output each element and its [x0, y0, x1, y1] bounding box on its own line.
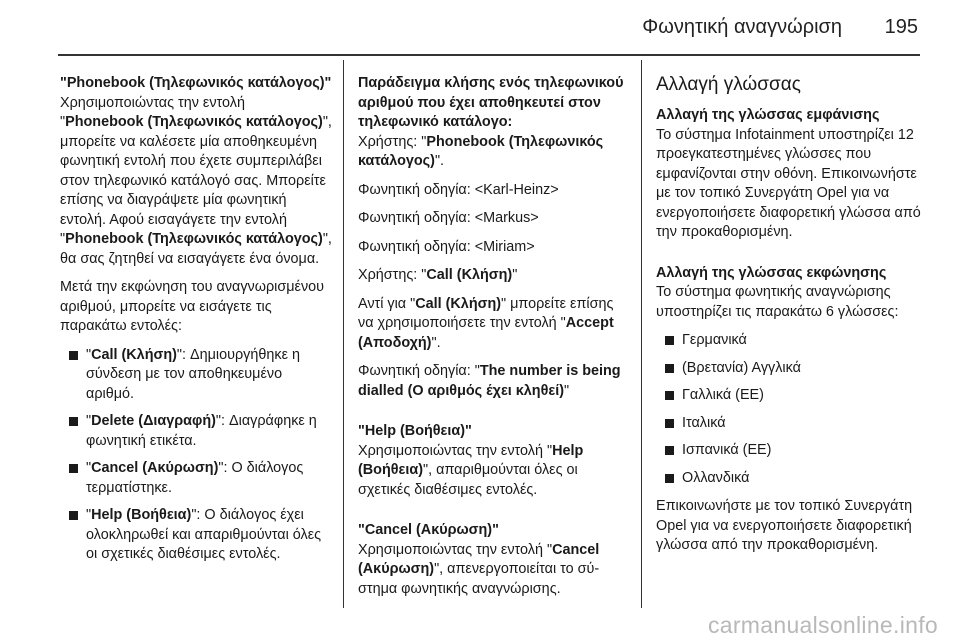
cancel-paragraph: [358, 541, 628, 600]
spacer: [358, 509, 628, 521]
text: ".: [431, 334, 441, 351]
command-text: The number is being dialled (Ο αριθμός έχει κληθεί): [358, 363, 621, 399]
language-name: Γαλλικά (ΕΕ): [682, 387, 764, 403]
bullet-icon: [665, 419, 674, 428]
text: : Ο διάλογος τερματίστηκε.: [86, 460, 304, 496]
commands-intro: Μετά την εκφώνηση του αναγνωρισμένου αριθμού, μπορείτε να εισάγετε τις παρακάτω εντολές:: [60, 279, 325, 334]
bullet-icon: [665, 446, 674, 455]
command-text: Call (Κλήση): [91, 346, 177, 363]
command-text: Cancel (Ακύρωση): [91, 460, 219, 476]
command-text: Help (Βοήθεια): [358, 442, 584, 478]
command-text: Phonebook (Τηλεφωνικός κατάλογος): [65, 114, 323, 130]
list-item: "Help (Βοήθεια)": Ο διάλογος έχει ολοκληρωθεί και απαριθμούνται όλες οι σχετικές διαθέσιμες εντολές.: [60, 506, 332, 565]
command-text: Delete (Διαγραφή): [91, 413, 216, 429]
text: : Ο διάλογος έχει ολοκληρωθεί και απαριθμούνται όλες οι σχετικές διαθέσιμες εντολές.: [86, 507, 322, 562]
language-list: [656, 331, 928, 488]
help-heading: "Help (Βοήθεια)": [358, 423, 472, 439]
text: ", απενεργοποιείται το σύστημα φωνητικής αναγνώρισης.: [358, 561, 600, 597]
command-text: Phonebook (Τηλεφωνικός κατάλογος): [358, 133, 604, 169]
display-language-paragraph: Το σύστημα Infotainment υποστηρίζει 12 προεγκατεστημένες γλώσσες που εμφανίζονται στην οθόνη. Επικοινωνήστε με τον τοπικό Συνεργάτη Opel για να ενεργοποιήσετε διαφορετική γλώσσα από την προκαθορισμένη.: [656, 126, 921, 240]
voice-language-paragraph: Το σύστημα φωνητικής αναγνώρισης υποστηρίζει τις παρακάτω 6 γλώσσες:: [656, 284, 899, 320]
text: ", θα σας ζητηθεί να εισαγάγετε ένα όνομα.: [60, 231, 332, 267]
text: Χρησιμοποιώντας την εντολή ": [358, 442, 553, 459]
command-text: Help (Βοήθεια): [91, 507, 192, 523]
command-text: Phonebook (Τηλεφωνικός κατάλογος): [65, 231, 323, 247]
column-divider-right: [641, 60, 642, 608]
bullet-icon: [665, 391, 674, 400]
spacer: [656, 252, 928, 264]
list-item: "Call (Κλήση)": Δημιουργήθηκε η σύνδεση με τον αποθηκευμένο αριθμό.: [60, 346, 332, 405]
text: Χρήστης: ": [358, 133, 427, 150]
text: Χρησιμοποιώντας την εντολή ": [358, 541, 553, 558]
text: ", απαριθμούνται όλες οι σχετικές διαθέσιμες εντολές.: [358, 462, 578, 498]
list-item: "Cancel (Ακύρωση)": Ο διάλογος τερματίστηκε.: [60, 459, 332, 498]
text: " μπορείτε επίσης να χρησιμοποιήσετε την εντολή ": [358, 295, 614, 331]
phonebook-paragraph: [60, 94, 332, 270]
header-rule: [58, 54, 920, 56]
column-language: [656, 74, 928, 565]
column-phonebook: [60, 74, 332, 574]
command-text: Call (Κλήση): [426, 267, 513, 283]
alternative-paragraph: [358, 295, 628, 354]
list-item: [656, 331, 928, 351]
display-language-subheading: Αλλαγή της γλώσσας εμφάνισης: [656, 107, 880, 123]
example-heading: Παράδειγμα κλήσης ενός τηλεφωνικού αριθμού που έχει αποθηκευτεί στον τηλεφωνικό κατάλογο:: [358, 75, 624, 130]
language-heading: Αλλαγή γλώσσας: [656, 74, 801, 95]
text: ", μπορείτε να καλέσετε μία αποθηκευμένη φωνητική εντολή που έχετε συμπεριλάβει στον τηλεφωνικό κατάλογό σας. Μπορείτε επίσης να διαγράψετε μία φωνητική εντολή. Αφού εισαγάγετε την εντολή ": [60, 114, 332, 247]
text: ".: [434, 153, 445, 169]
command-text: Accept (Αποδοχή): [358, 315, 614, 351]
language-name: Γερμανικά: [682, 332, 747, 348]
list-item: [656, 441, 928, 461]
list-item: [656, 386, 928, 406]
user-line-2: [358, 266, 628, 286]
text: Χρήστης: ": [358, 267, 427, 283]
language-name: Ισπανικά (ΕΕ): [682, 442, 772, 458]
text: Αντί για ": [358, 295, 416, 312]
text: : Διαγράφηκε η φωνητική ετικέτα.: [86, 413, 317, 449]
cancel-heading: "Cancel (Ακύρωση)": [358, 522, 499, 538]
list-item: [656, 414, 928, 434]
command-text: Cancel (Ακύρωση): [358, 541, 600, 577]
prompt-line-4: [358, 362, 628, 401]
spacer: [358, 410, 628, 422]
prompt-line-1: Φωνητική οδηγία: <Karl-Heinz>: [358, 181, 559, 198]
phonebook-heading: "Phonebook (Τηλεφωνικός κατάλογος)": [60, 75, 332, 91]
command-text: Call (Κλήση): [415, 295, 502, 312]
help-paragraph: [358, 442, 628, 501]
column-example: [358, 74, 628, 608]
text: ": [564, 382, 570, 399]
text: Χρησιμοποιώντας την εντολή ": [60, 94, 245, 130]
page-header: [0, 0, 960, 56]
page-number: 195: [884, 16, 918, 38]
dealer-paragraph: Επικοινωνήστε με τον τοπικό Συνεργάτη Opel για να ενεργοποιήσετε διαφορετική γλώσσα από την προκαθορισμένη.: [656, 498, 913, 553]
bullet-icon: [69, 351, 78, 360]
user-line-1: [358, 133, 628, 172]
list-item: [656, 359, 928, 379]
prompt-line-3: Φωνητική οδηγία: <Miriam>: [358, 238, 535, 255]
prompt-line-2: Φωνητική οδηγία: <Markus>: [358, 210, 539, 226]
bullet-icon: [665, 364, 674, 373]
language-name: Ολλανδικά: [682, 469, 750, 486]
text: ": [512, 267, 518, 283]
list-item: [656, 469, 928, 489]
page-title: Φωνητική αναγνώριση: [642, 16, 842, 38]
watermark: carmanualsonline.info: [707, 612, 938, 638]
bullet-icon: [665, 474, 674, 483]
language-name: Ιταλικά: [682, 414, 726, 431]
bullet-icon: [69, 511, 78, 520]
bullet-icon: [69, 417, 78, 426]
bullet-icon: [69, 464, 78, 473]
bullet-icon: [665, 336, 674, 345]
voice-language-subheading: Αλλαγή της γλώσσας εκφώνησης: [656, 264, 887, 281]
list-item: "Delete (Διαγραφή)": Διαγράφηκε η φωνητική ετικέτα.: [60, 412, 332, 451]
text: Φωνητική οδηγία: ": [358, 363, 480, 379]
command-list: [60, 346, 332, 565]
text: : Δημιουργήθηκε η σύνδεση με τον αποθηκευμένο αριθμό.: [86, 346, 300, 402]
column-divider-left: [343, 60, 344, 608]
language-name: (Βρετανία) Αγγλικά: [682, 359, 801, 376]
